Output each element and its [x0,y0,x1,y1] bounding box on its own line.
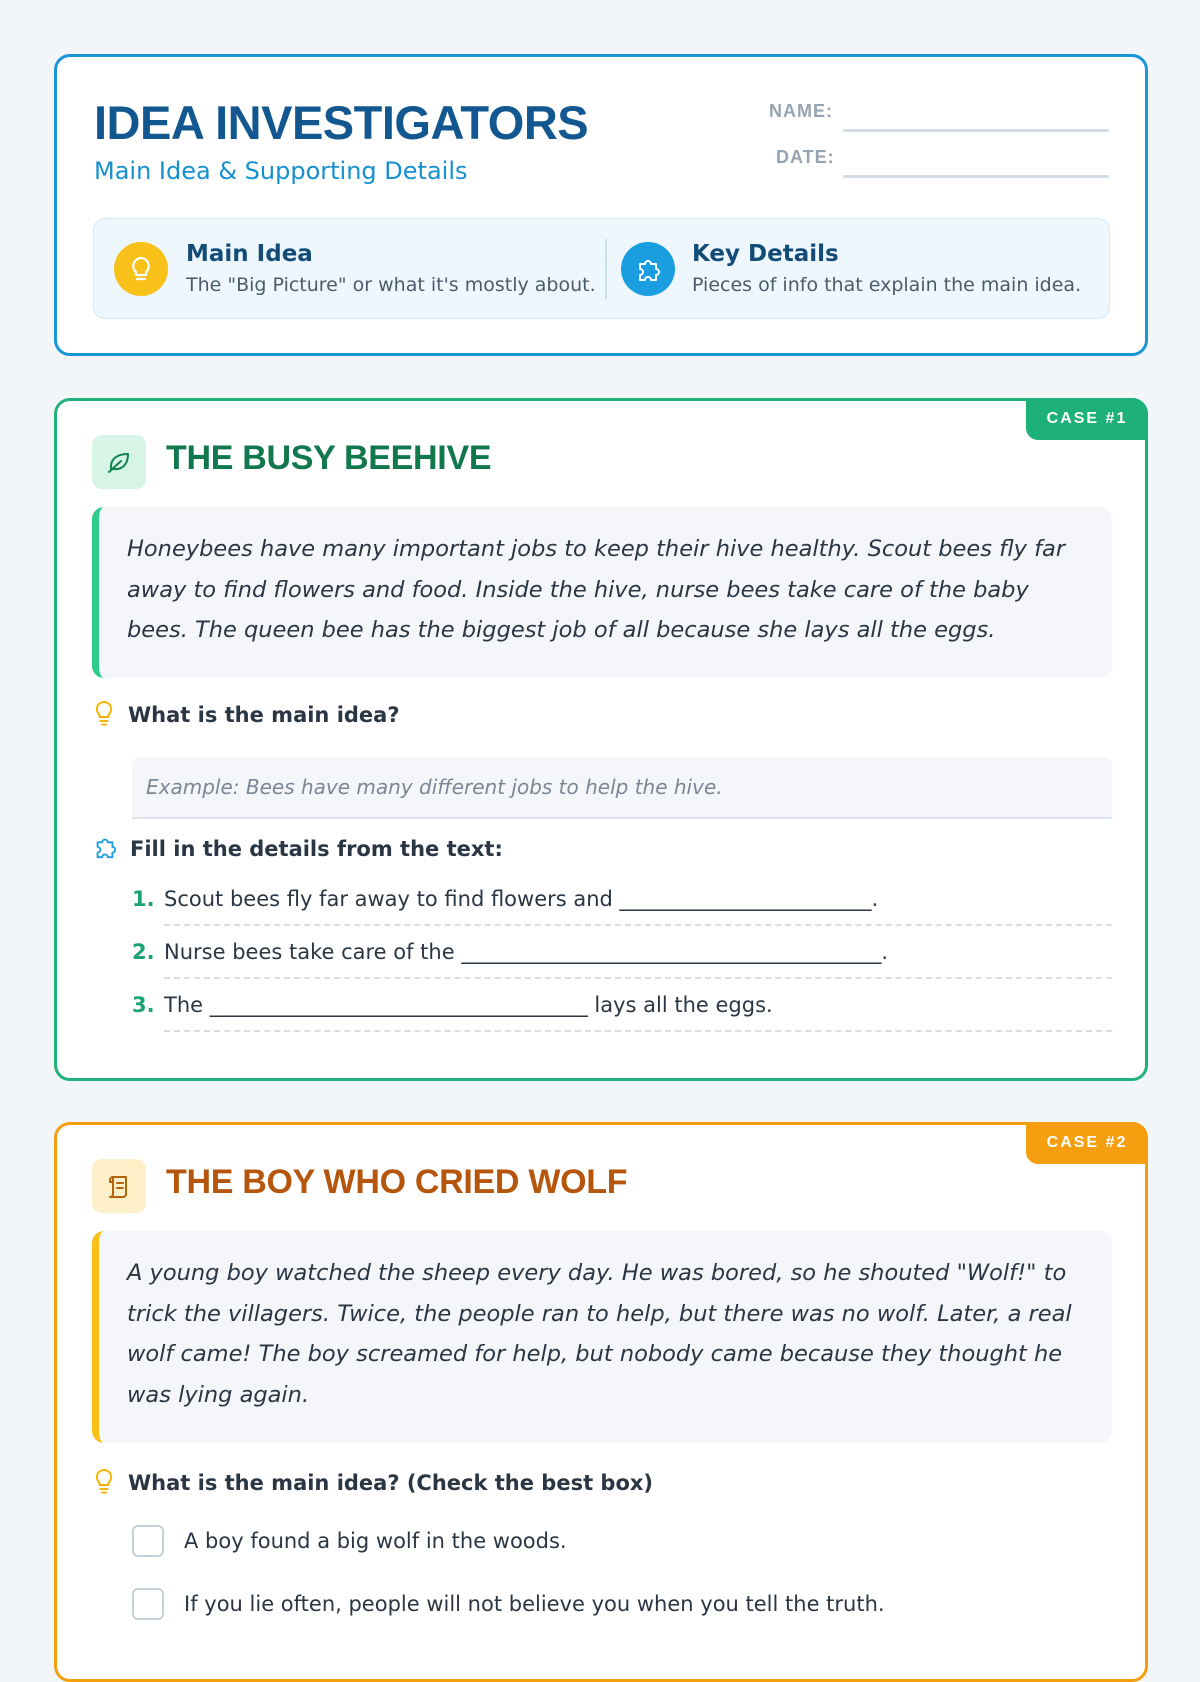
detail-rule [164,924,1112,926]
case-2-question-row [92,1467,653,1499]
detail-number: 2. [132,940,155,964]
name-label: NAME: [769,101,833,121]
detail-text: Scout bees fly far away to find flowers and ________________________. [164,887,879,911]
option-text: If you lie often, people will not believe you when you tell the truth. [184,1592,885,1616]
legend-box [93,218,1110,319]
detail-rule [164,977,1112,979]
detail-item[interactable] [132,885,1112,926]
case-1-question: What is the main idea? [128,703,400,727]
case-1-passage: Honeybees have many important jobs to keep their hive healthy. Scout bees fly far away to find flowers and food. Inside the hive, nurse bees take care of the baby bees. The queen bee has the biggest job of all because she lays all the eggs. [92,507,1112,678]
legend-main-idea-desc: The "Big Picture" or what it's mostly about. [186,274,596,296]
lightbulb-icon [92,699,116,731]
option-item[interactable] [132,1525,567,1557]
leaf-icon [92,435,146,489]
detail-number: 1. [132,887,155,911]
case-1-main-idea-answer[interactable]: Example: Bees have many different jobs to help the hive. [132,757,1112,819]
case-2-passage: A young boy watched the sheep every day. He was bored, so he shouted "Wolf!" to trick the villagers. Twice, the people ran to help, but there was no wolf. Later, a real wolf came! The boy screamed for help, but nobody came because they thought he was lying again. [92,1231,1112,1443]
worksheet-subtitle: Main Idea & Supporting Details [94,157,468,185]
case-1-title: THE BUSY BEEHIVE [166,439,492,477]
legend-main-idea-title: Main Idea [186,241,313,267]
case-2-title: THE BOY WHO CRIED WOLF [166,1163,628,1201]
detail-text: The ____________________________________ lays all the eggs. [164,993,773,1017]
case-1-details-row [92,834,503,864]
name-field[interactable] [843,129,1109,132]
lightbulb-icon [92,1467,116,1499]
puzzle-icon [92,834,118,864]
case-2-badge: CASE #2 [1026,1122,1148,1164]
option-checkbox[interactable] [132,1588,164,1620]
legend-key-details-desc: Pieces of info that explain the main idea. [692,274,1082,296]
detail-text: Nurse bees take care of the ________________________________________. [164,940,888,964]
date-field[interactable] [843,175,1109,178]
worksheet-title: IDEA INVESTIGATORS [94,96,589,149]
case-1-badge: CASE #1 [1026,398,1148,440]
case-2-question: What is the main idea? (Check the best box) [128,1471,654,1495]
case-1-card [54,398,1148,1081]
detail-item[interactable] [132,938,1112,979]
option-item[interactable] [132,1588,885,1620]
date-label: DATE: [776,147,835,167]
legend-divider [605,239,607,299]
lightbulb-icon [114,242,168,296]
puzzle-icon [621,242,675,296]
scroll-icon [92,1159,146,1213]
option-checkbox[interactable] [132,1525,164,1557]
case-1-question-row [92,699,400,731]
header-card [54,54,1148,356]
option-text: A boy found a big wolf in the woods. [184,1529,567,1553]
detail-item[interactable] [132,991,1112,1032]
detail-rule [164,1030,1112,1032]
legend-key-details-title: Key Details [692,241,839,267]
case-2-card [54,1122,1148,1682]
case-1-details-prompt: Fill in the details from the text: [130,837,503,861]
detail-number: 3. [132,993,155,1017]
